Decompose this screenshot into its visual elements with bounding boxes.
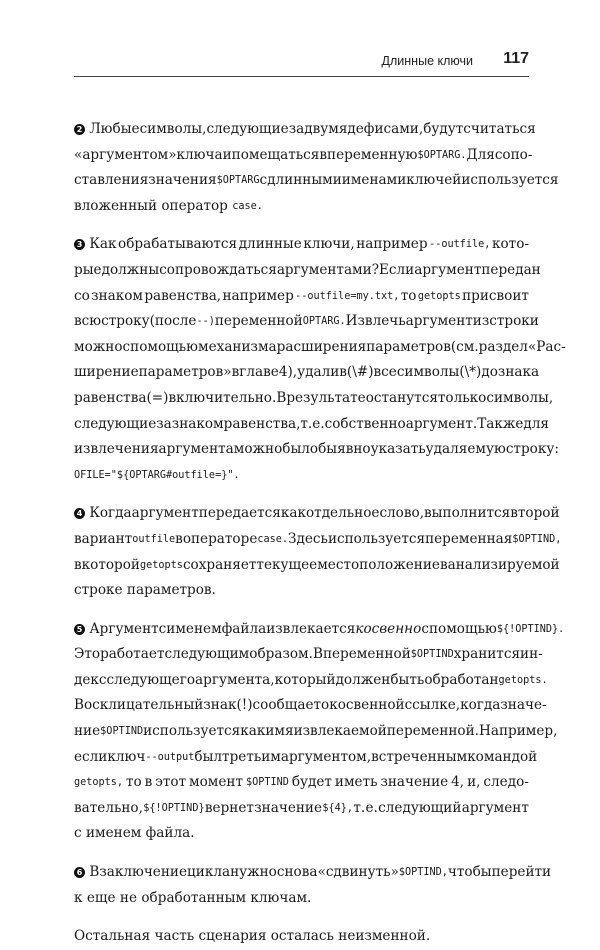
- word: аргумента: [158, 441, 234, 458]
- word: присвоит: [462, 287, 529, 304]
- text-line: [74, 578, 529, 604]
- word: было: [282, 441, 319, 458]
- text-line: [74, 309, 539, 335]
- word: перейти: [491, 864, 552, 881]
- word: выполнится: [424, 505, 511, 522]
- word: следо-: [483, 774, 529, 791]
- word: файла: [221, 620, 267, 637]
- word: ширение: [74, 364, 139, 381]
- word: декс: [74, 671, 107, 688]
- word: помещаться: [231, 146, 320, 163]
- word: передается: [198, 505, 281, 522]
- word: Если: [378, 261, 415, 278]
- word: файла.: [145, 825, 195, 842]
- word: за: [156, 415, 172, 432]
- word: значение: [254, 799, 323, 816]
- text-line: [74, 924, 529, 950]
- word: удаляемую: [425, 441, 506, 458]
- code-variable: $OPTIND,: [398, 867, 448, 879]
- text-line: [74, 527, 562, 553]
- word: работает: [100, 646, 165, 663]
- word: дефисами,: [347, 121, 424, 137]
- word: останутся: [365, 389, 438, 406]
- word: ключа: [176, 146, 223, 163]
- word: нужно: [230, 864, 277, 881]
- word: когда: [460, 697, 501, 714]
- word: расширения: [276, 338, 367, 355]
- word: третьим: [222, 748, 281, 765]
- word: которой: [81, 556, 140, 573]
- word: ключей: [406, 172, 462, 189]
- word: параметров: [366, 338, 451, 355]
- word: ставления: [74, 172, 149, 189]
- word: сопо-: [494, 146, 533, 163]
- word: переменной: [322, 646, 411, 663]
- word: параметров»: [138, 364, 232, 381]
- word: косвенной: [329, 697, 405, 714]
- word: бы: [318, 441, 338, 458]
- word: все: [373, 364, 397, 381]
- word: снова: [276, 864, 318, 881]
- word: можно: [74, 338, 123, 355]
- word: хранится: [453, 646, 521, 663]
- word: из: [472, 313, 490, 330]
- word: аргументом,: [280, 748, 372, 765]
- word: В: [312, 646, 323, 663]
- code-option: --): [196, 316, 215, 328]
- word: Любые: [89, 121, 140, 137]
- word: в: [144, 774, 153, 791]
- word: образом.: [249, 646, 313, 663]
- word: переменной: [214, 313, 303, 330]
- word: переменной.: [386, 723, 479, 740]
- word: второй: [510, 505, 560, 522]
- word: осталась: [270, 928, 334, 945]
- callout-marker-4: 4: [74, 508, 85, 519]
- page-number: 117: [503, 50, 529, 67]
- text-line: [74, 745, 538, 771]
- word: должны: [101, 261, 160, 278]
- word: то: [126, 774, 142, 791]
- code-keyword: outfile: [132, 533, 176, 545]
- code-keyword: case.: [232, 200, 263, 212]
- code-command: getopts: [417, 290, 461, 302]
- word: 4,: [451, 774, 465, 791]
- word: «аргументом»: [74, 146, 177, 163]
- word: следующие: [206, 121, 289, 137]
- code-variable: OPTARG.: [302, 316, 346, 328]
- code-expansion: ${!OPTIND}: [143, 802, 205, 814]
- word: Остальная: [74, 928, 151, 945]
- word: будут: [423, 121, 464, 137]
- word: кото-: [492, 236, 529, 253]
- word: который: [274, 671, 336, 688]
- word: например: [356, 236, 428, 253]
- text-line: [74, 821, 529, 847]
- text-line: [74, 860, 552, 886]
- text-line: [74, 168, 559, 194]
- code-variable: $OPTIND,: [512, 533, 562, 545]
- text-line: [74, 284, 529, 310]
- word: обработанным: [141, 889, 247, 906]
- word: следующего: [106, 671, 196, 688]
- word: именем: [85, 825, 142, 842]
- word: переменную: [327, 146, 418, 163]
- word: сохраняет: [182, 556, 257, 573]
- word: Аргумент: [89, 620, 159, 637]
- word: в: [231, 364, 240, 381]
- word: (=): [146, 389, 169, 406]
- word: ние: [74, 723, 101, 740]
- word: аргумент.: [405, 415, 478, 432]
- word: вариант: [74, 530, 133, 547]
- word: Это: [74, 646, 101, 663]
- text-line: [74, 501, 560, 527]
- word: часть: [154, 928, 195, 945]
- word: только: [437, 389, 487, 406]
- word: равенства,: [223, 415, 301, 432]
- word: сопровождаться: [159, 261, 277, 278]
- word: имя: [265, 723, 294, 740]
- word: знаком: [171, 415, 224, 432]
- word: ключ: [107, 748, 146, 765]
- word: Также: [477, 415, 524, 432]
- word: аргумент: [405, 313, 473, 330]
- code-variable: $OPTARG: [216, 175, 260, 187]
- paragraph-3: [74, 232, 566, 488]
- word: в: [74, 556, 82, 573]
- word: в: [175, 530, 183, 547]
- word: ключи,: [303, 236, 355, 253]
- word: должен: [335, 671, 391, 688]
- word: Когда: [89, 505, 132, 522]
- word: сообщает: [252, 697, 322, 714]
- paragraph-5: [74, 617, 565, 847]
- word: знака: [497, 364, 540, 381]
- word: местоположение: [317, 556, 440, 573]
- code-expansion: ${!OPTIND}.: [496, 623, 565, 635]
- text-line: [74, 796, 529, 822]
- code-expansion: ${4},: [322, 802, 354, 814]
- word: был: [194, 748, 223, 765]
- word: операторе: [182, 530, 258, 547]
- word: как: [280, 505, 306, 522]
- text-line: [74, 412, 550, 438]
- word: указать: [370, 441, 426, 458]
- word: именем: [166, 620, 222, 637]
- word: до: [481, 364, 498, 381]
- word: В: [89, 864, 100, 881]
- word: главе: [239, 364, 279, 381]
- word: рые: [74, 261, 102, 278]
- word: с: [158, 620, 167, 637]
- word: помощью: [130, 338, 199, 355]
- code-command: getopts,: [74, 777, 124, 789]
- text-line: [74, 886, 529, 912]
- word: следующим: [164, 646, 250, 663]
- word: обрабатываются: [118, 236, 238, 253]
- word: следующие: [74, 415, 157, 432]
- word: например: [222, 287, 294, 304]
- word: как: [240, 723, 266, 740]
- word: вложенный: [74, 197, 158, 214]
- word: (!): [236, 697, 253, 714]
- word: собственно: [324, 415, 406, 432]
- word: знаком: [91, 287, 143, 304]
- text-line: [74, 668, 548, 694]
- word: длинные: [238, 236, 302, 253]
- word: для: [523, 415, 550, 432]
- word: всю: [74, 313, 102, 330]
- word: значе-: [500, 697, 547, 714]
- word: в: [439, 556, 448, 573]
- word: е.: [312, 415, 325, 432]
- word: строку:: [505, 441, 559, 458]
- word: следующий: [378, 799, 462, 816]
- word: (\*): [459, 364, 482, 381]
- code-keyword: case.: [257, 533, 289, 545]
- word: явно: [337, 441, 371, 458]
- word: «Рас-: [527, 338, 566, 355]
- word: обработан: [424, 671, 499, 688]
- word: и: [222, 146, 232, 163]
- word: считаться: [463, 121, 536, 137]
- word: длинными: [267, 172, 342, 189]
- word: анализируемой: [447, 556, 560, 573]
- word: помощью: [428, 620, 497, 637]
- word: механизма: [198, 338, 277, 355]
- code-command: getopts.: [498, 674, 548, 686]
- word: вернет: [204, 799, 254, 816]
- word: используется: [461, 172, 559, 189]
- word: значение: [380, 774, 449, 791]
- word: будет: [291, 774, 332, 791]
- word: аргумент: [414, 261, 482, 278]
- word: чтобы: [447, 864, 492, 881]
- word: Здесь: [288, 530, 328, 547]
- code-command: getopts: [140, 559, 183, 571]
- word: заключение: [99, 864, 188, 881]
- word: если: [74, 748, 108, 765]
- callout-marker-2: 2: [74, 124, 85, 135]
- word: переменная: [425, 530, 513, 547]
- word: встреченным: [371, 748, 468, 765]
- word: с: [421, 620, 429, 637]
- word: Например,: [479, 723, 558, 740]
- word: неизменной.: [338, 928, 431, 945]
- word: с: [122, 338, 131, 355]
- word: удалив: [297, 364, 347, 381]
- text-line: [74, 194, 529, 220]
- word: раздел: [478, 338, 528, 355]
- word: используется: [327, 530, 426, 547]
- code-variable: $OPTIND: [245, 777, 289, 789]
- word: со: [74, 287, 90, 304]
- word: не: [119, 889, 138, 906]
- word: символы: [396, 364, 460, 381]
- text-line: [74, 437, 559, 463]
- word: слово,: [379, 505, 425, 522]
- text-line: [74, 258, 541, 284]
- word: ин-: [520, 646, 543, 663]
- word: передан: [481, 261, 541, 278]
- word: этот: [155, 774, 187, 791]
- code-snippet: OFILE="${OPTARG#outfile=}".: [74, 469, 240, 481]
- text-line: [74, 463, 529, 489]
- word: с: [259, 172, 268, 189]
- word: равенства: [74, 389, 147, 406]
- word: строки: [489, 313, 539, 330]
- text-line: [74, 770, 529, 796]
- word: Для: [466, 146, 495, 163]
- word: ссылке,: [404, 697, 461, 714]
- word: командой: [467, 748, 538, 765]
- word: значения: [148, 172, 217, 189]
- word: можно: [233, 441, 283, 458]
- word: о: [321, 697, 330, 714]
- text-line: [74, 553, 560, 579]
- callout-marker-5: 5: [74, 624, 85, 635]
- text-line: [74, 335, 566, 361]
- paragraph-7: [74, 924, 529, 950]
- word: (см.: [450, 338, 479, 355]
- word: оператор: [161, 197, 228, 214]
- text-line: [74, 617, 565, 643]
- header-rule: [74, 76, 529, 77]
- word: к: [74, 889, 83, 906]
- code-option: --output: [145, 751, 195, 763]
- word: 4),: [278, 364, 298, 381]
- code-variable: $OPTIND: [100, 726, 144, 738]
- word: иметь: [334, 774, 378, 791]
- paragraph-6: [74, 860, 552, 911]
- text-line: [74, 719, 558, 745]
- word: момент: [189, 774, 244, 791]
- running-head-title: Длинные ключи: [381, 54, 473, 68]
- page-body: [74, 117, 566, 950]
- word: символы,: [486, 389, 554, 406]
- paragraph-4: [74, 501, 562, 603]
- word: еще: [86, 889, 116, 906]
- text-line: [74, 117, 536, 143]
- emphasis-word: косвенно: [355, 620, 422, 637]
- word: двумя: [304, 121, 348, 137]
- word: именами: [341, 172, 407, 189]
- word: за: [288, 121, 305, 137]
- word: (после: [149, 313, 197, 330]
- text-line: [74, 143, 533, 169]
- code-variable: $OPTIND: [410, 649, 454, 661]
- word: извлекаемой: [293, 723, 387, 740]
- word: текущее: [256, 556, 318, 573]
- word: то: [400, 287, 417, 304]
- word: в: [319, 146, 328, 163]
- word: строку: [101, 313, 150, 330]
- word: т.: [353, 799, 366, 816]
- code-option: --outfile=my.txt,: [295, 290, 400, 302]
- word: вательно,: [74, 799, 143, 816]
- word: В: [276, 389, 287, 406]
- page-header: [74, 50, 529, 72]
- word: и,: [467, 774, 481, 791]
- word: символы,: [139, 121, 207, 137]
- text-line: [74, 642, 543, 668]
- word: знак: [203, 697, 237, 714]
- callout-marker-3: 3: [74, 239, 85, 250]
- word: результате: [286, 389, 366, 406]
- word: с: [74, 825, 82, 842]
- word: цикла: [187, 864, 231, 881]
- word: быть: [390, 671, 425, 688]
- word: т.: [300, 415, 313, 432]
- word: включительно.: [168, 389, 277, 406]
- word: (\#): [346, 364, 374, 381]
- code-variable: $OPTARG.: [417, 149, 467, 161]
- word: извлечения: [74, 441, 159, 458]
- word: извлекается: [266, 620, 356, 637]
- word: Восклицательный: [74, 697, 204, 714]
- word: строке: [74, 582, 123, 599]
- word: аргумента,: [195, 671, 275, 688]
- word: равенства,: [144, 287, 222, 304]
- word: аргументами?: [276, 261, 379, 278]
- paragraph-2: [74, 117, 559, 219]
- word: используется: [143, 723, 241, 740]
- callout-marker-6: 6: [74, 867, 85, 878]
- code-option: --outfile,: [429, 239, 491, 251]
- text-line: [74, 693, 547, 719]
- word: аргумент: [461, 799, 529, 816]
- word: Извлечь: [345, 313, 406, 330]
- word: Как: [89, 236, 117, 253]
- word: ключам.: [250, 889, 312, 906]
- word: сценария: [198, 928, 267, 945]
- text-line: [74, 360, 540, 386]
- word: «сдвинуть»: [317, 864, 399, 881]
- text-line: [74, 232, 529, 258]
- word: е.: [365, 799, 378, 816]
- word: отдельное: [305, 505, 380, 522]
- text-line: [74, 386, 554, 412]
- word: параметров.: [126, 582, 216, 599]
- word: аргумент: [131, 505, 199, 522]
